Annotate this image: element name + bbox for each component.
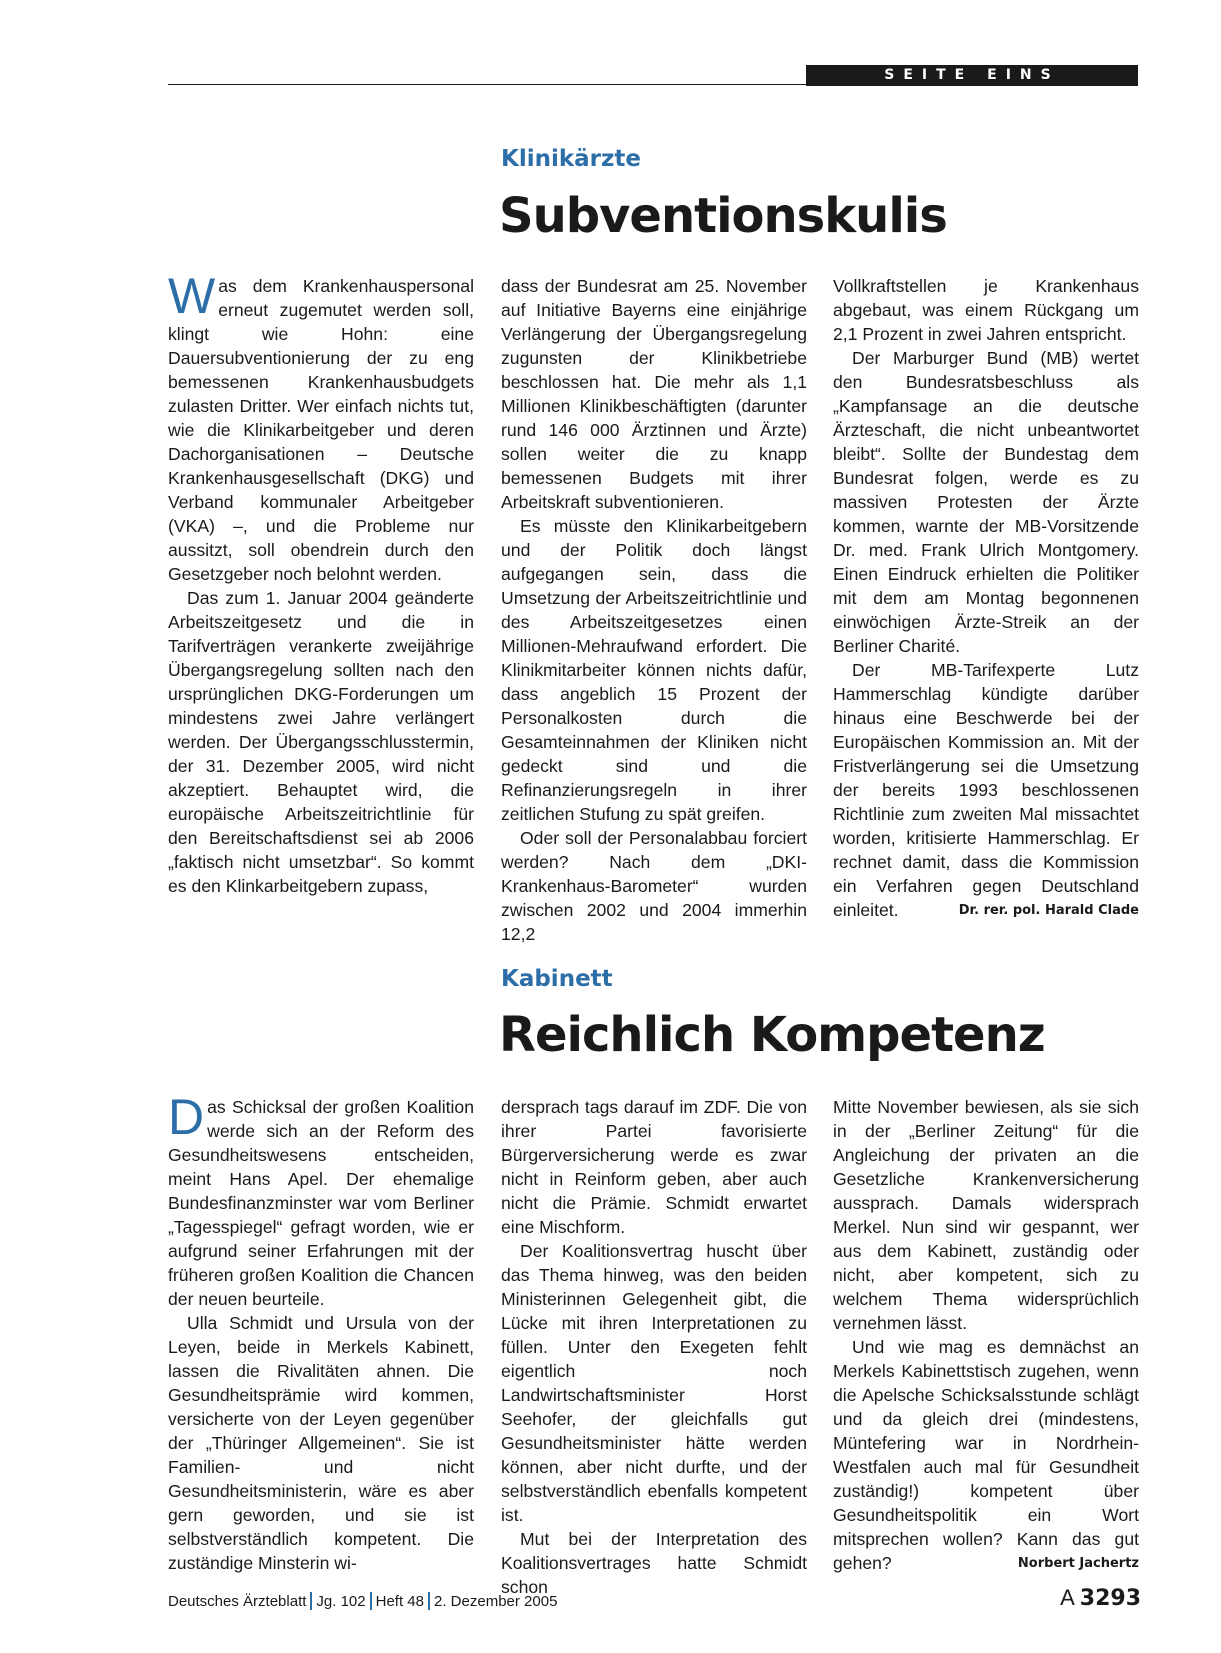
article1-col2-paragraph-1: dass der Bundesrat am 25. November auf Initiative Bayerns eine einjährige Verlängerung der Übergangsregelung zugunsten der Klinikbetriebe beschlossen hat. Die mehr als 1,1 Millionen Klinikbeschäftigten (darunter rund 146 000 Ärztinnen und Ärzte) sollen weiter die zu knapp bemessenen Budgets mit ihrer Arbeitskraft subventionieren. — [501, 276, 807, 512]
separator — [310, 1592, 312, 1610]
article2-column-3 — [833, 1095, 1139, 1576]
article1-column-2 — [501, 274, 807, 946]
dropcap: W — [168, 268, 216, 324]
paragraph-text: as dem Krankenhauspersonal erneut zugemutet werden soll, klingt wie Hohn: eine Dauersubventionierung der zu eng bemessenen Krankenhausbudgets zulasten Dritter. Wer einfach nichts tut, wie die Klinikarbeitgeber und deren Dachorganisationen – Deutsche Krankenhausgesellschaft (DKG) und Verband kommunaler Arbeitgeber (VKA) –, und die Probleme nur aussitzt, soll obendrein durch den Gesetzgeber noch belohnt werden. — [168, 276, 474, 584]
footer — [168, 1592, 557, 1610]
issue-date: 2. Dezember 2005 — [434, 1592, 558, 1610]
page-number — [1060, 1585, 1141, 1611]
paragraph-text: Der MB-Tarifexperte Lutz Hammerschlag kündigte darüber hinaus eine Beschwerde bei der Europäischen Kommission an. Mit der Fristverlängerung sei die Umsetzung der bereits 1993 beschlossenen Richtlinie zum zweiten Mal missachtet worden, kritisierte Hammerschlag. Er rechnet damit, dass die Kommission ein Verfahren gegen Deutschland einleitet. — [833, 660, 1139, 920]
page-prefix: A — [1060, 1585, 1074, 1610]
article2-col1-paragraph-2: Ulla Schmidt und Ursula von der Leyen, beide in Merkels Kabinett, lassen die Rivalitäten ahnen. Die Gesundheitsprämie wird kommen, versicherte von der Leyen gegenüber der „Thüringer Allgemeinen“. Sie ist Familien- und nicht Gesundheitsministerin, wäre es aber gern geworden, und sie ist selbstverständlich kompetent. Die zuständige Minsterin wi- — [168, 1313, 474, 1573]
separator — [428, 1592, 430, 1610]
article2-kicker: Kabinett — [501, 966, 613, 992]
paragraph-text: Und wie mag es demnächst an Merkels Kabinettstisch zugehen, wenn die Apelsche Schicksalsstunde schlägt und da gleich drei (mindestens, Müntefering war in Nordrhein-Westfalen auch mal für Gesundheit zuständig!) kompetent über Gesundheitspolitik ein Wort mitsprechen wollen? Kann das gut gehen? — [833, 1337, 1139, 1573]
article2-column-2 — [501, 1095, 807, 1599]
volume: Jg. 102 — [316, 1592, 366, 1610]
separator — [370, 1592, 372, 1610]
dropcap: D — [168, 1089, 205, 1145]
article1-col3-paragraph-1: Vollkraftstellen je Krankenhaus abgebaut, was einem Rückgang um 2,1 Prozent in zwei Jahren entspricht. — [833, 276, 1139, 344]
article1-kicker: Klinikärzte — [501, 146, 641, 172]
article1-headline: Subventionskulis — [499, 188, 947, 244]
article2-col2-paragraph-1: dersprach tags darauf im ZDF. Die von ihrer Partei favorisierte Bürgerversicherung werde es zwar nicht in Reinform geben, aber auch nicht die Prämie. Schmidt erwartet eine Mischform. — [501, 1097, 807, 1237]
article1-col2-paragraph-3: Oder soll der Personalabbau forciert werden? Nach dem „DKI-Krankenhaus-Barometer“ wurden zwischen 2002 und 2004 immerhin 12,2 — [501, 828, 807, 944]
article2-col1-paragraph-1 — [168, 1089, 474, 1311]
article2-col2-paragraph-2: Der Koalitionsvertrag huscht über das Thema hinweg, was den beiden Ministerinnen Gelegenheit gibt, die Lücke mit ihren Interpretationen zu füllen. Unter den Exegeten fehlt eigentlich noch Landwirtschaftsminister Horst Seehofer, der gleichfalls gut Gesundheitsminister hätte werden können, aber nicht durfte, und der selbstverständlich ebenfalls kompetent ist. — [501, 1241, 807, 1525]
article1-column-1 — [168, 268, 474, 898]
paragraph-text: as Schicksal der großen Koalition werde sich an der Reform des Gesundheitswesens entscheiden, meint Hans Apel. Der ehemalige Bundesfinanzminster war vom Berliner „Tagesspiegel“ gefragt worden, wie er aufgrund seiner Erfahrungen mit der früheren großen Koalition die Chancen der neuen beurteile. — [168, 1097, 474, 1309]
article1-author: Dr. rer. pol. Harald Clade — [958, 903, 1139, 918]
article2-headline: Reichlich Kompetenz — [499, 1007, 1045, 1063]
article1-col1-paragraph-2: Das zum 1. Januar 2004 geänderte Arbeitszeitgesetz und die in Tarifverträgen verankerte zweijährige Übergangsregelung sollten nach den ursprünglichen DKG-Forderungen um mindestens zwei Jahre verlängert werden. Der Übergangsschlusstermin, der 31. Dezember 2005, wird nicht akzeptiert. Behauptet wird, die europäische Arbeitszeitrichtlinie für den Bereitschaftsdienst sei ab 2006 „faktisch nicht umsetzbar“. So kommt es den Klinkarbeitgebern zupass, — [168, 588, 474, 896]
article2-col3-paragraph-1: Mitte November bewiesen, als sie sich in der „Berliner Zeitung“ für die Angleichung der privaten an die Gesetzliche Krankenversicherung aussprach. Damals widersprach Merkel. Nun sind wir gespannt, wer aus dem Kabinett, zuständig oder nicht, aber kompetent, sich zu welchem Thema widersprüchlich vernehmen lässt. — [833, 1097, 1139, 1333]
article2-col3-paragraph-2 — [833, 1335, 1139, 1575]
article1-col3-paragraph-3 — [833, 658, 1139, 922]
article1-col2-paragraph-2: Es müsste den Klinikarbeitgebern und der Politik doch längst aufgegangen sein, dass die Umsetzung der Arbeitszeitrichtlinie und des Arbeitszeitgesetzes einen Millionen-Mehraufwand erfordert. Die Klinikmitarbeiter können nichts dafür, dass angeblich 15 Prozent der Personalkosten durch die Gesamteinnahmen der Kliniken nicht gedeckt sind und die Refinanzierungsregeln in ihrer zeitlichen Stufung zu spät greifen. — [501, 516, 807, 824]
article2-column-1 — [168, 1089, 474, 1575]
issue: Heft 48 — [375, 1592, 424, 1610]
section-tag: SEITE EINS — [806, 65, 1138, 86]
article1-col3-paragraph-2: Der Marburger Bund (MB) wertet den Bundesratsbeschluss als „Kampfansage an die deutsche Ärzteschaft, die nicht unbeantwortet bleibt“. Sollte der Bundestag dem Bundesrat folgen, werde es zu massiven Protesten der Ärzte kommen, warnte der MB-Vorsitzende Dr. med. Frank Ulrich Montgomery. Einen Eindruck erhielten die Politiker mit dem am Montag begonnenen einwöchigen Ärzte-Streik an der Berliner Charité. — [833, 348, 1139, 656]
page-number-value: 3293 — [1079, 1586, 1141, 1611]
article1-column-3 — [833, 274, 1139, 923]
article1-col1-paragraph-1 — [168, 268, 474, 586]
article2-col2-paragraph-3: Mut bei der Interpretation des Koalitionsvertrages hatte Schmidt schon — [501, 1529, 807, 1597]
article2-author: Norbert Jachertz — [1017, 1556, 1139, 1571]
journal-name: Deutsches Ärzteblatt — [168, 1592, 307, 1610]
